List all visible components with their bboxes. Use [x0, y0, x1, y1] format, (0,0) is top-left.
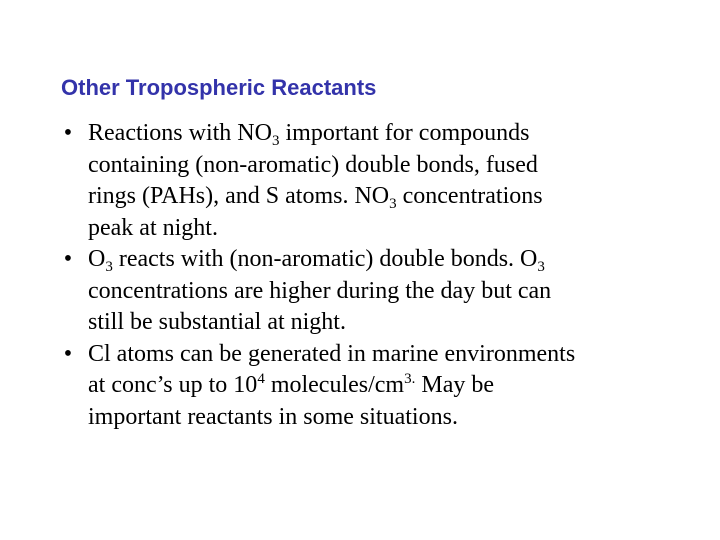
bullet-item-3: [58, 339, 698, 434]
bullet-line: [88, 370, 698, 402]
bullet-line: [88, 402, 698, 434]
subscript: 3: [271, 133, 280, 149]
text-run: important reactants in some situations: [88, 403, 452, 430]
text-run: still be substantial at night.: [88, 309, 346, 335]
bullet-marker: •: [63, 340, 73, 367]
text-run: O: [88, 246, 106, 272]
slide-title: Other Tropospheric Reactants: [61, 75, 377, 100]
text-run: molecules/cm: [264, 372, 405, 398]
text-run: concentrations: [396, 183, 543, 209]
text-run: May be: [415, 372, 495, 398]
superscript: 3.: [404, 371, 416, 387]
bullet-line: [88, 307, 698, 339]
superscript: 4: [257, 371, 265, 387]
bullet-line: [88, 276, 698, 308]
subscript: 3: [105, 259, 113, 275]
bullet-item-2: [58, 244, 698, 339]
bullet-line: [88, 213, 698, 245]
text-run: rings (PAHs), and S atoms. NO: [88, 183, 390, 209]
bullet-list: [58, 118, 698, 433]
subscript: 3: [389, 196, 397, 212]
subscript: 3: [537, 259, 545, 275]
text-run: peak at night.: [88, 214, 218, 241]
bullet-line: [88, 150, 698, 182]
bullet-line: [88, 244, 698, 276]
text-run: at conc’s up to 10: [88, 372, 258, 398]
text-run: concentrations are higher during the day but can: [88, 277, 552, 304]
bullet-item-1: [58, 118, 698, 244]
text-run: reacts with (non-aromatic) double bonds. O: [112, 246, 538, 272]
text-run: Reactions with NO: [88, 120, 272, 146]
text-run: containing (non-aromatic) double bonds, fused: [88, 151, 538, 178]
bullet-marker: •: [63, 246, 73, 272]
text-run: Cl atoms can be generated in marine environments: [88, 340, 576, 367]
bullet-line: [88, 181, 698, 213]
bullet-marker: •: [63, 120, 73, 146]
bullet-line: [88, 118, 698, 150]
text-run: important for compounds: [279, 120, 530, 146]
text-run: .: [451, 403, 458, 430]
bullet-line: [88, 339, 698, 371]
